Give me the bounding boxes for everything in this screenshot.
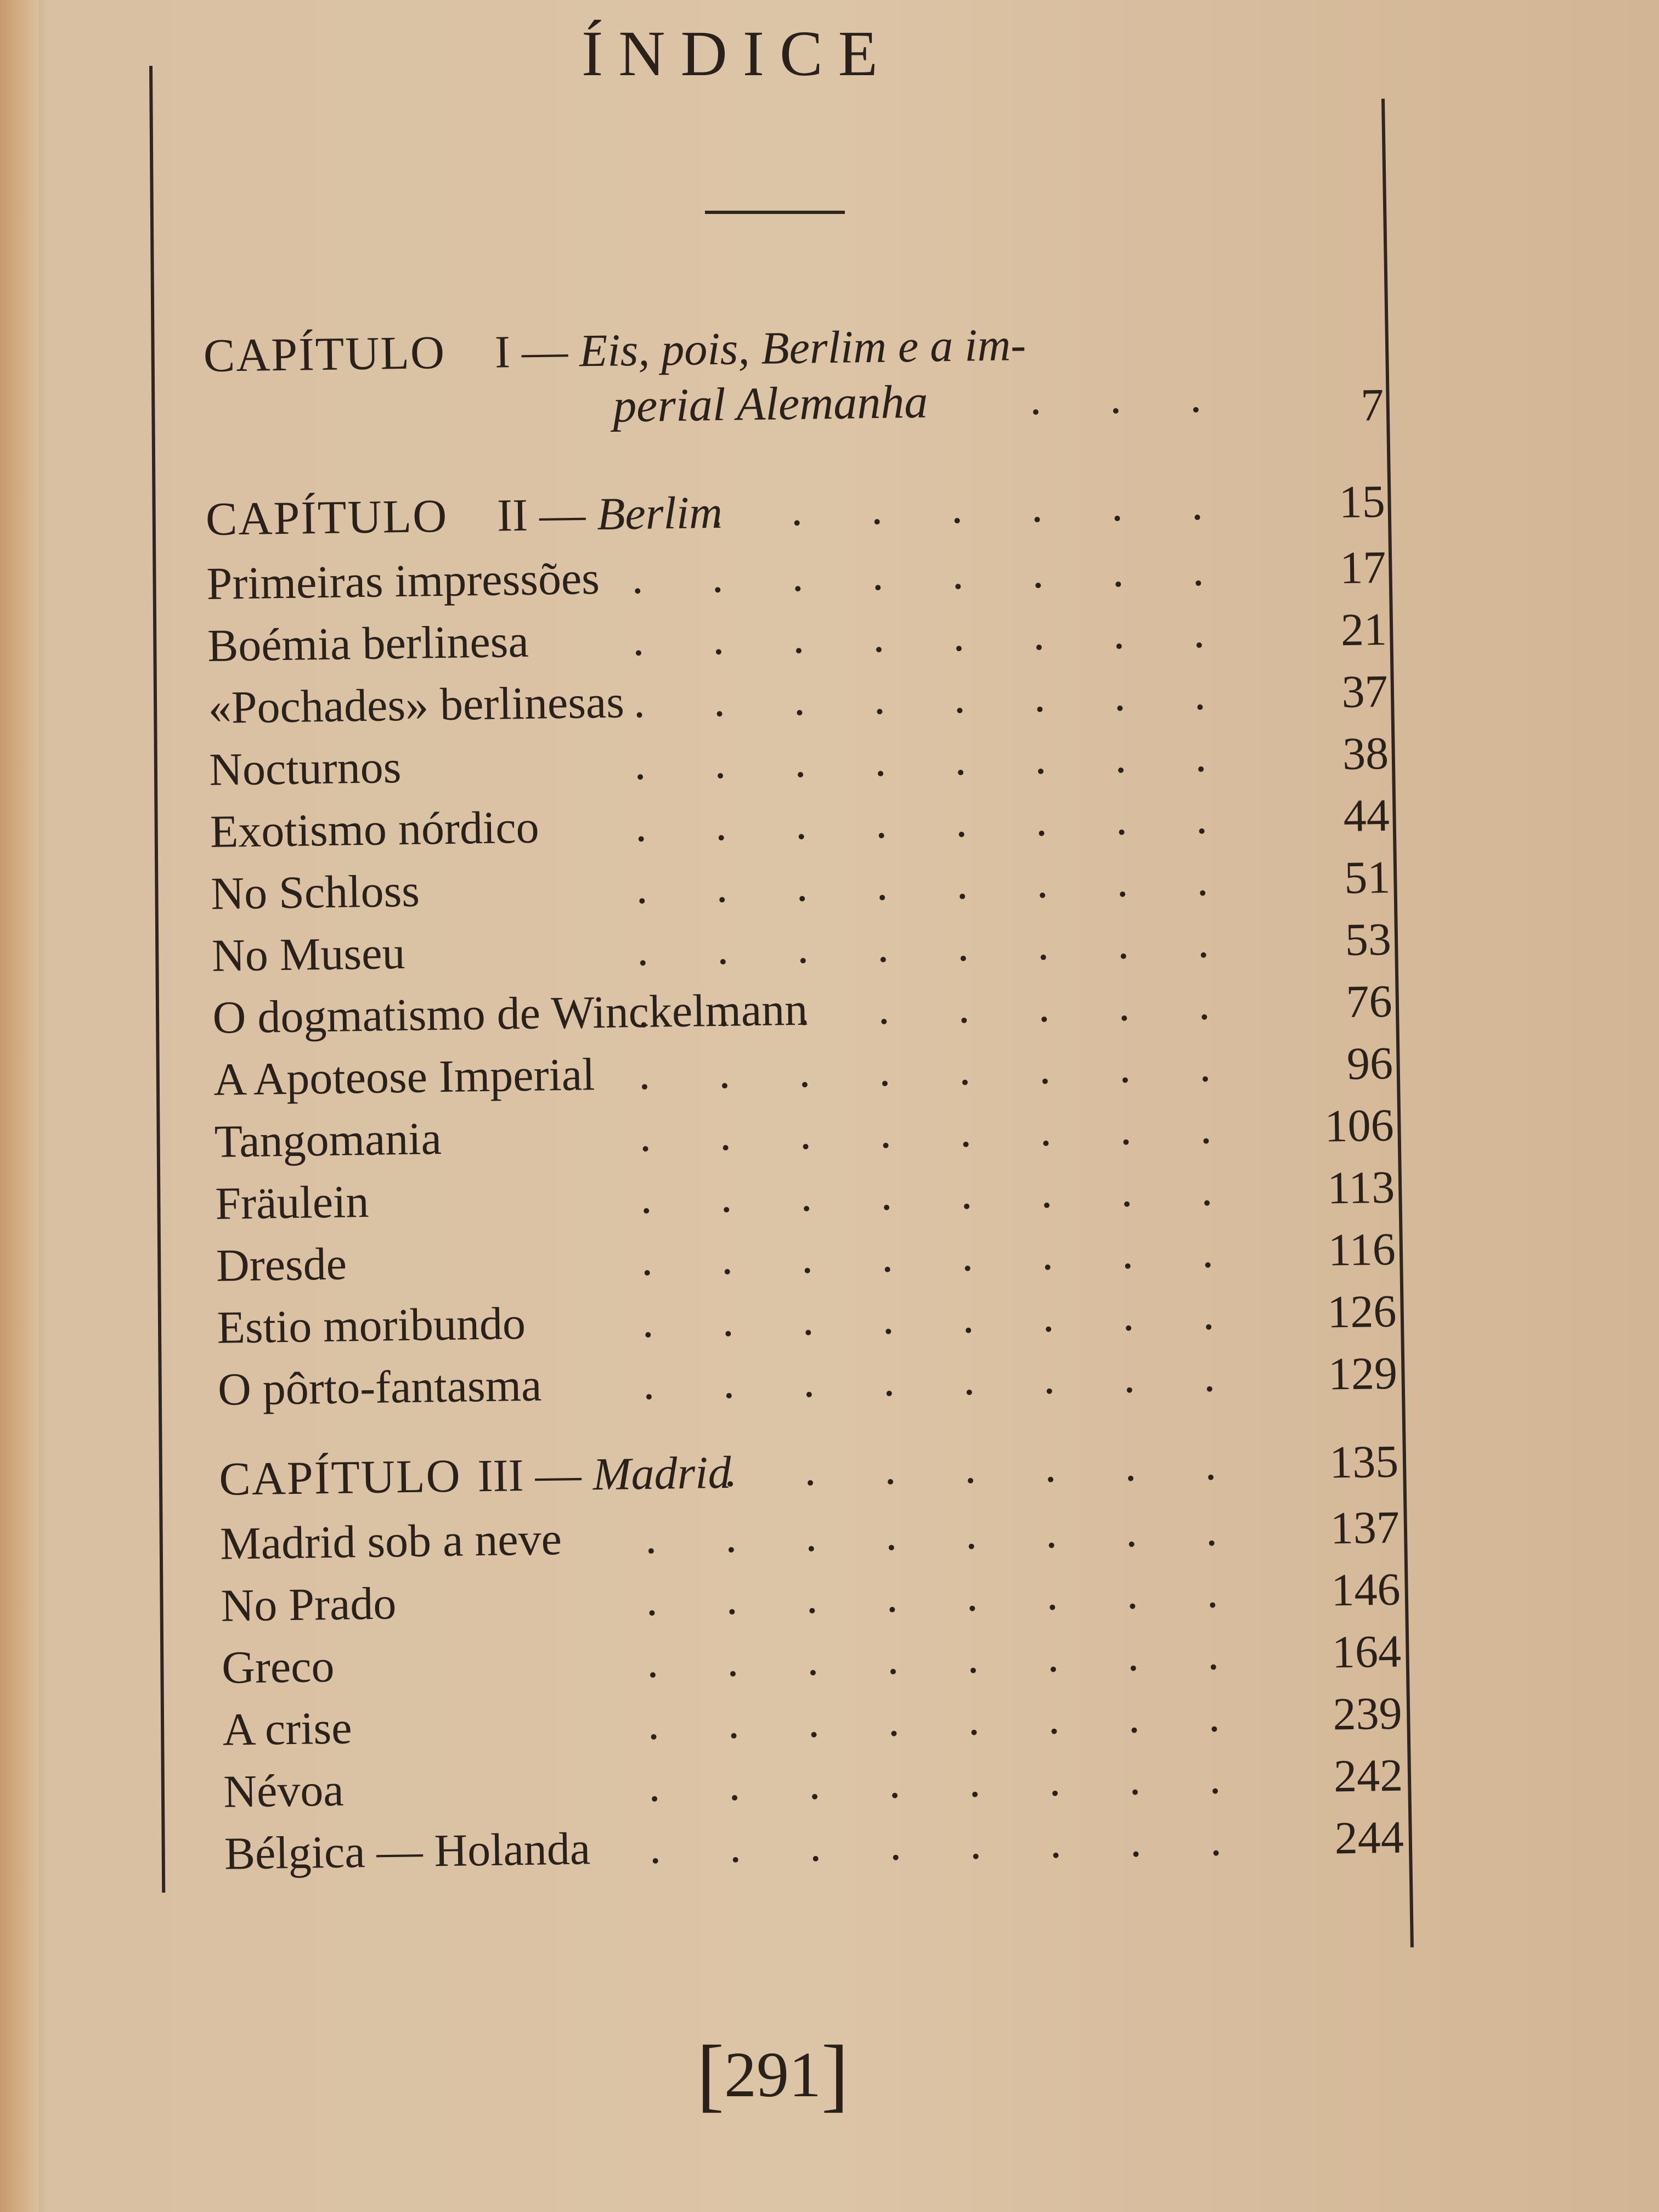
leader-dots: . . . . . . . . (645, 1566, 1248, 1626)
entry-title: A crise (222, 1702, 353, 1756)
entry-title: Boémia berlinesa (207, 616, 529, 672)
page-number: 51 (1344, 851, 1391, 904)
chapter-title: Berlim (596, 487, 723, 540)
leader-dots: . . . . . . . . (649, 1814, 1251, 1874)
chapter-title: Madrid (592, 1447, 732, 1500)
entry-title: O dogmatismo de Winckelmann (212, 984, 808, 1043)
entry-title: No Prado (220, 1578, 397, 1632)
page-number: 96 (1346, 1037, 1393, 1090)
page-number: 135 (1329, 1436, 1399, 1488)
chapter-entry-1 (203, 307, 1439, 461)
entry-title: Estio moribundo (216, 1297, 526, 1353)
page-number: 21 (1340, 603, 1387, 656)
entry-title: Primeiras impressões (206, 552, 600, 610)
entry-title: Bélgica — Holanda (224, 1823, 591, 1880)
entry-title: Fräulein (215, 1176, 369, 1229)
page-number: 15 (1339, 476, 1386, 528)
leader-dots: . . . . . . . . (639, 1102, 1241, 1162)
page-number: 44 (1343, 789, 1390, 842)
page-number: 37 (1341, 665, 1389, 718)
page-number: 17 (1339, 541, 1387, 594)
page-number: 38 (1342, 727, 1389, 780)
leader-dots: . . . . . . . . (640, 1164, 1242, 1224)
leader-dots: . . . . . . . . (636, 916, 1238, 976)
leader-dots: . . . . . . . . (648, 1752, 1250, 1812)
entry-title: Tangomania (214, 1113, 442, 1167)
page-number: 244 (1334, 1812, 1404, 1864)
chapter-label: CAPÍTULO (205, 489, 448, 545)
page-title: ÍNDICE (582, 18, 893, 89)
chapter-number: I — (494, 325, 568, 378)
leader-dots: . . . . . . . (724, 1438, 1245, 1497)
title-divider (705, 211, 845, 214)
entry-title: O pôrto-fantasma (217, 1359, 542, 1415)
leader-dots: . . . . . . . . (632, 606, 1234, 666)
folio-number: 291 (724, 2039, 821, 2111)
leader-dots: . . . . . . . . (641, 1288, 1244, 1347)
leader-dots: . . . . . . . . (633, 668, 1235, 728)
leader-dots: . . . (1029, 370, 1231, 425)
folio-bracket: ] (821, 2029, 849, 2120)
leader-dots: . . . . . . . . (646, 1628, 1248, 1688)
entry-title: Madrid sob a neve (219, 1514, 562, 1570)
leader-dots: . . . . . . . . (635, 792, 1237, 852)
leader-dots: . . . . . . . . (647, 1690, 1249, 1750)
leader-dots: . . . . . . . (710, 478, 1232, 537)
chapter-heading (203, 317, 1026, 383)
page-number: 116 (1328, 1223, 1396, 1276)
entry-title: Névoa (223, 1764, 345, 1818)
leader-dots: . . . . . . . . (634, 730, 1235, 790)
page-number: 53 (1345, 913, 1392, 966)
page-number: 242 (1333, 1750, 1403, 1802)
leader-dots: . . . . . . . . (637, 978, 1239, 1038)
leader-dots: . . . . . . . . (641, 1226, 1243, 1286)
page-edge (0, 0, 38, 2212)
page-number: 7 (1360, 379, 1384, 431)
entry-title: Dresde (216, 1238, 347, 1291)
entry-title: No Museu (211, 927, 406, 981)
entry-title: No Schloss (210, 865, 420, 919)
left-margin-rule (149, 66, 165, 1893)
section-list-chapter-3 (219, 1496, 1459, 1884)
page-number: 239 (1332, 1688, 1403, 1740)
folio-bracket: [ (697, 2029, 724, 2120)
entry-title: Nocturnos (208, 742, 402, 795)
chapter-label: CAPÍTULO (218, 1449, 462, 1505)
chapter-title-line2: perial Alemanha (612, 375, 928, 432)
page-number: 126 (1327, 1285, 1397, 1338)
page-number: 137 (1330, 1502, 1400, 1554)
page-number: 106 (1324, 1099, 1395, 1152)
page-number: 164 (1331, 1626, 1402, 1678)
entry-title: Greco (221, 1640, 335, 1694)
entry-title: Exotismo nórdico (210, 802, 540, 857)
page-number: 129 (1328, 1347, 1398, 1400)
chapter-number: III — (477, 1449, 582, 1502)
page-number: 113 (1327, 1161, 1395, 1214)
chapter-number: II — (496, 489, 586, 541)
leader-dots: . . . . . . . . (638, 1040, 1240, 1100)
chapter-title-line1: Eis, pois, Berlim e a im- (579, 319, 1026, 377)
table-of-contents (203, 307, 1459, 1885)
entry-title: A Apoteose Imperial (213, 1049, 596, 1105)
chapter-label: CAPÍTULO (203, 325, 446, 382)
leader-dots: . . . . . . . . (642, 1350, 1244, 1409)
entry-title: «Pochades» berlinesas (208, 676, 625, 733)
page-number: 76 (1345, 975, 1393, 1028)
leader-dots: . . . . . . . . (635, 854, 1237, 914)
section-list-chapter-2 (206, 536, 1453, 1421)
page-number: 146 (1330, 1564, 1401, 1616)
page-folio (697, 2027, 916, 2121)
leader-dots: . . . . . . . . (645, 1504, 1246, 1564)
leader-dots: . . . . . . . . (631, 544, 1233, 604)
